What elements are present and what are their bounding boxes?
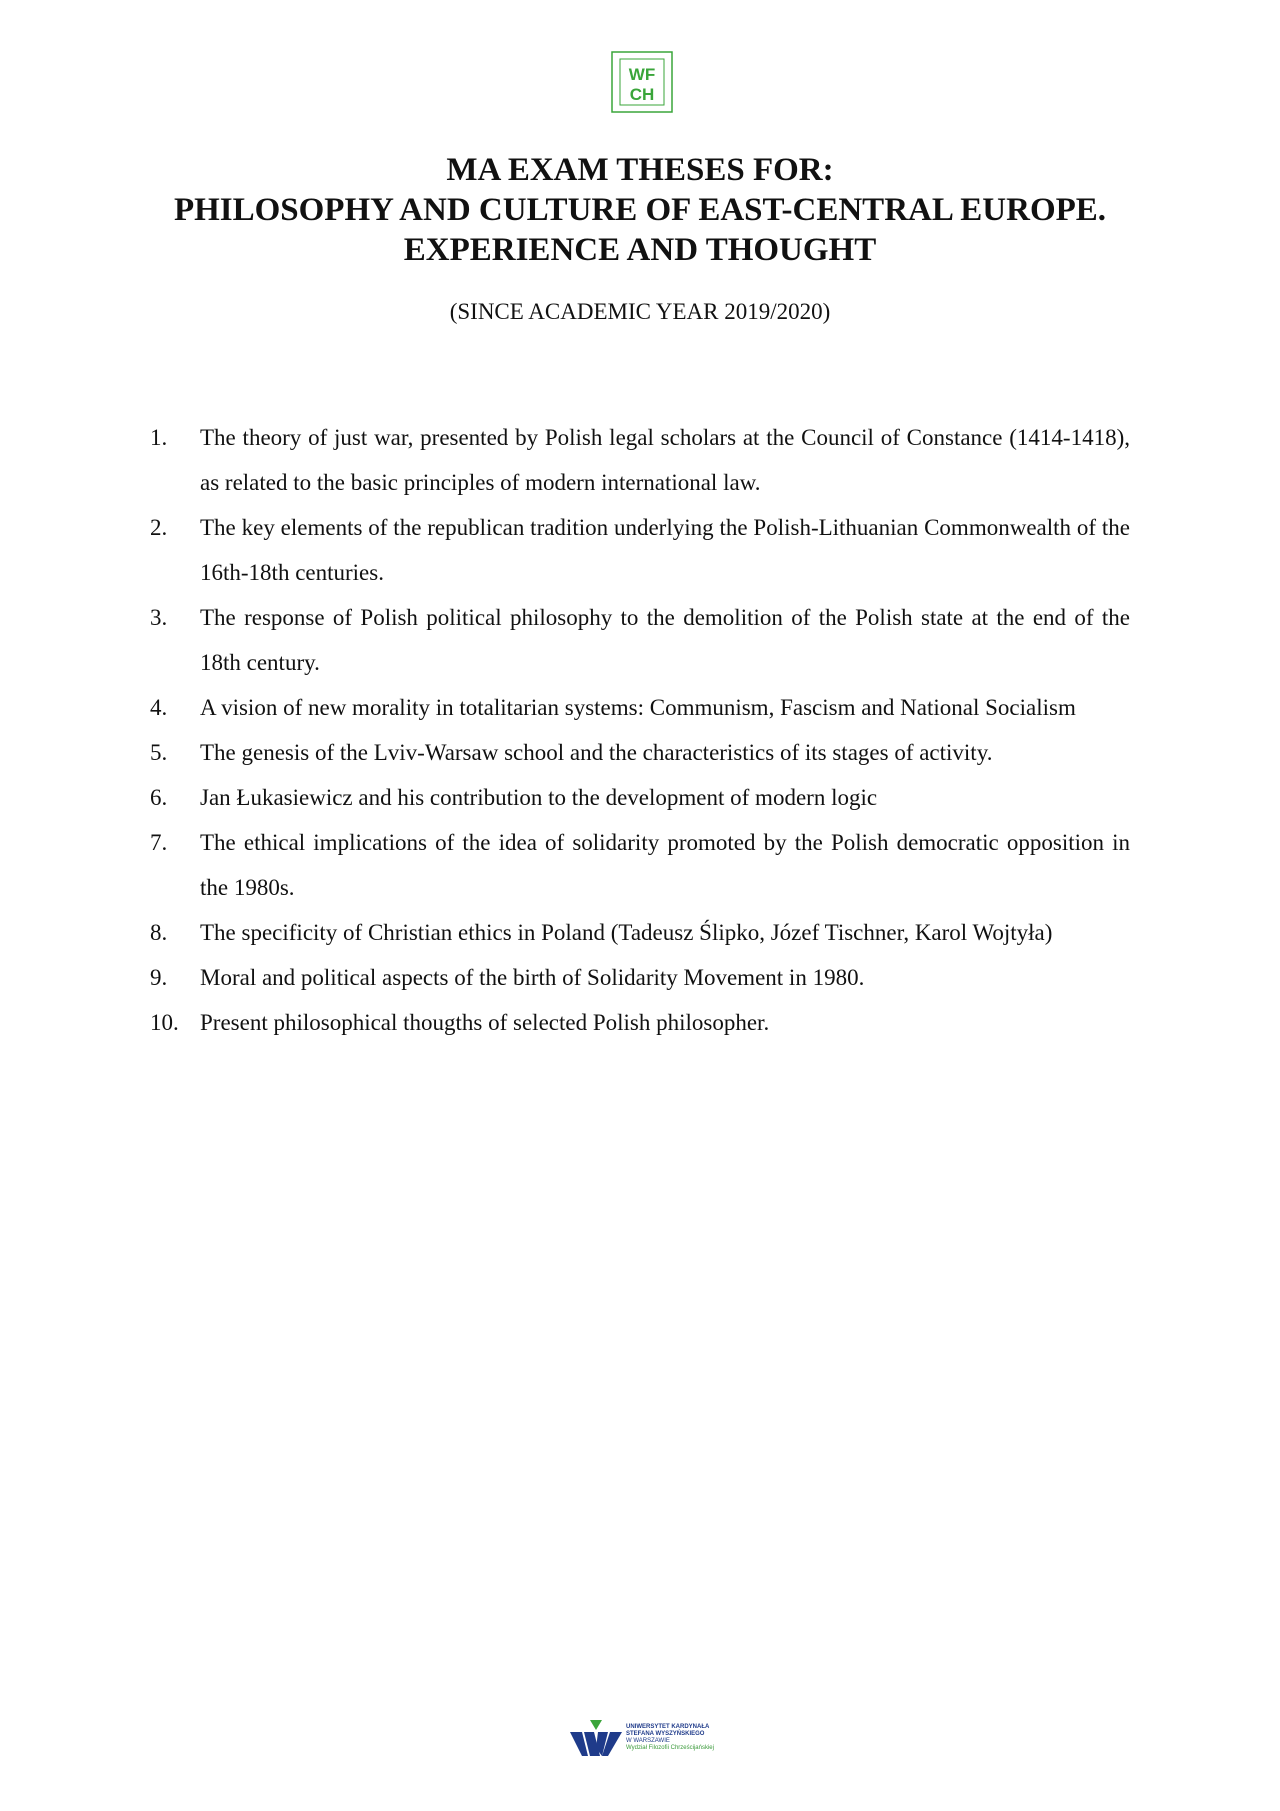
university-name-line-1: UNIWERSYTET KARDYNAŁA <box>626 1724 710 1730</box>
theses-list <box>150 415 1130 1045</box>
item-text: The genesis of the Lviv-Warsaw school and the characteristics of its stages of activity. <box>200 740 993 765</box>
item-number: 2. <box>150 515 168 540</box>
item-number: 4. <box>150 695 168 720</box>
university-logo <box>568 1716 728 1764</box>
university-city: W WARSZAWIE <box>626 1738 670 1744</box>
list-item <box>150 505 1130 595</box>
item-text: Moral and political aspects of the birth of Solidarity Movement in 1980. <box>200 965 865 990</box>
item-text: Jan Łukasiewicz and his contribution to the development of modern logic <box>200 785 878 810</box>
svg-text:CH: CH <box>629 85 655 104</box>
list-item <box>150 775 1130 820</box>
university-emblem-icon <box>568 1716 624 1764</box>
list-item <box>150 955 1130 1000</box>
subtitle: (SINCE ACADEMIC YEAR 2019/2020) <box>449 299 831 324</box>
item-text: Present philosophical thougths of selected Polish philosopher. <box>200 1010 770 1035</box>
item-number: 8. <box>150 920 168 945</box>
item-number: 9. <box>150 965 168 990</box>
title-line-3: EXPERIENCE AND THOUGHT <box>403 232 877 268</box>
list-item <box>150 820 1130 910</box>
list-item <box>150 730 1130 775</box>
item-number: 6. <box>150 785 168 810</box>
faculty-logo <box>610 50 674 114</box>
university-name-line-2: STEFANA WYSZYŃSKIEGO <box>626 1731 705 1737</box>
title-line-1: MA EXAM THESES FOR: <box>446 152 834 188</box>
title-line-2: PHILOSOPHY AND CULTURE OF EAST-CENTRAL EUROPE. <box>173 192 1107 228</box>
item-text: A vision of new morality in totalitarian systems: Communism, Fascism and National Socialism <box>200 695 1076 720</box>
item-number: 7. <box>150 830 168 855</box>
list-item <box>150 1000 1130 1045</box>
item-number: 1. <box>150 425 168 450</box>
item-text: The theory of just war, presented by Polish legal scholars at the Council of Constance (1414-1418), as related to the basic principles of modern international law. <box>200 425 1130 495</box>
item-text: The ethical implications of the idea of solidarity promoted by the Polish democratic opposition in the 1980s. <box>200 830 1130 900</box>
faculty-name: Wydział Filozofii Chrześcijańskiej <box>626 1745 714 1751</box>
list-item <box>150 415 1130 505</box>
list-item <box>150 595 1130 685</box>
list-item <box>150 910 1130 955</box>
item-number: 3. <box>150 605 168 630</box>
list-item <box>150 685 1130 730</box>
item-text: The response of Polish political philosophy to the demolition of the Polish state at the end of the 18th century. <box>200 605 1130 675</box>
item-text: The specificity of Christian ethics in Poland (Tadeusz Ślipko, Józef Tischner, Karol Wojtyła) <box>200 920 1053 945</box>
item-text: The key elements of the republican tradition underlying the Polish-Lithuanian Commonwealth of the 16th-18th centuries. <box>200 515 1130 585</box>
svg-text:WF: WF <box>628 65 656 84</box>
title-block <box>0 150 1280 326</box>
item-number: 5. <box>150 740 168 765</box>
item-number: 10. <box>150 1010 179 1035</box>
